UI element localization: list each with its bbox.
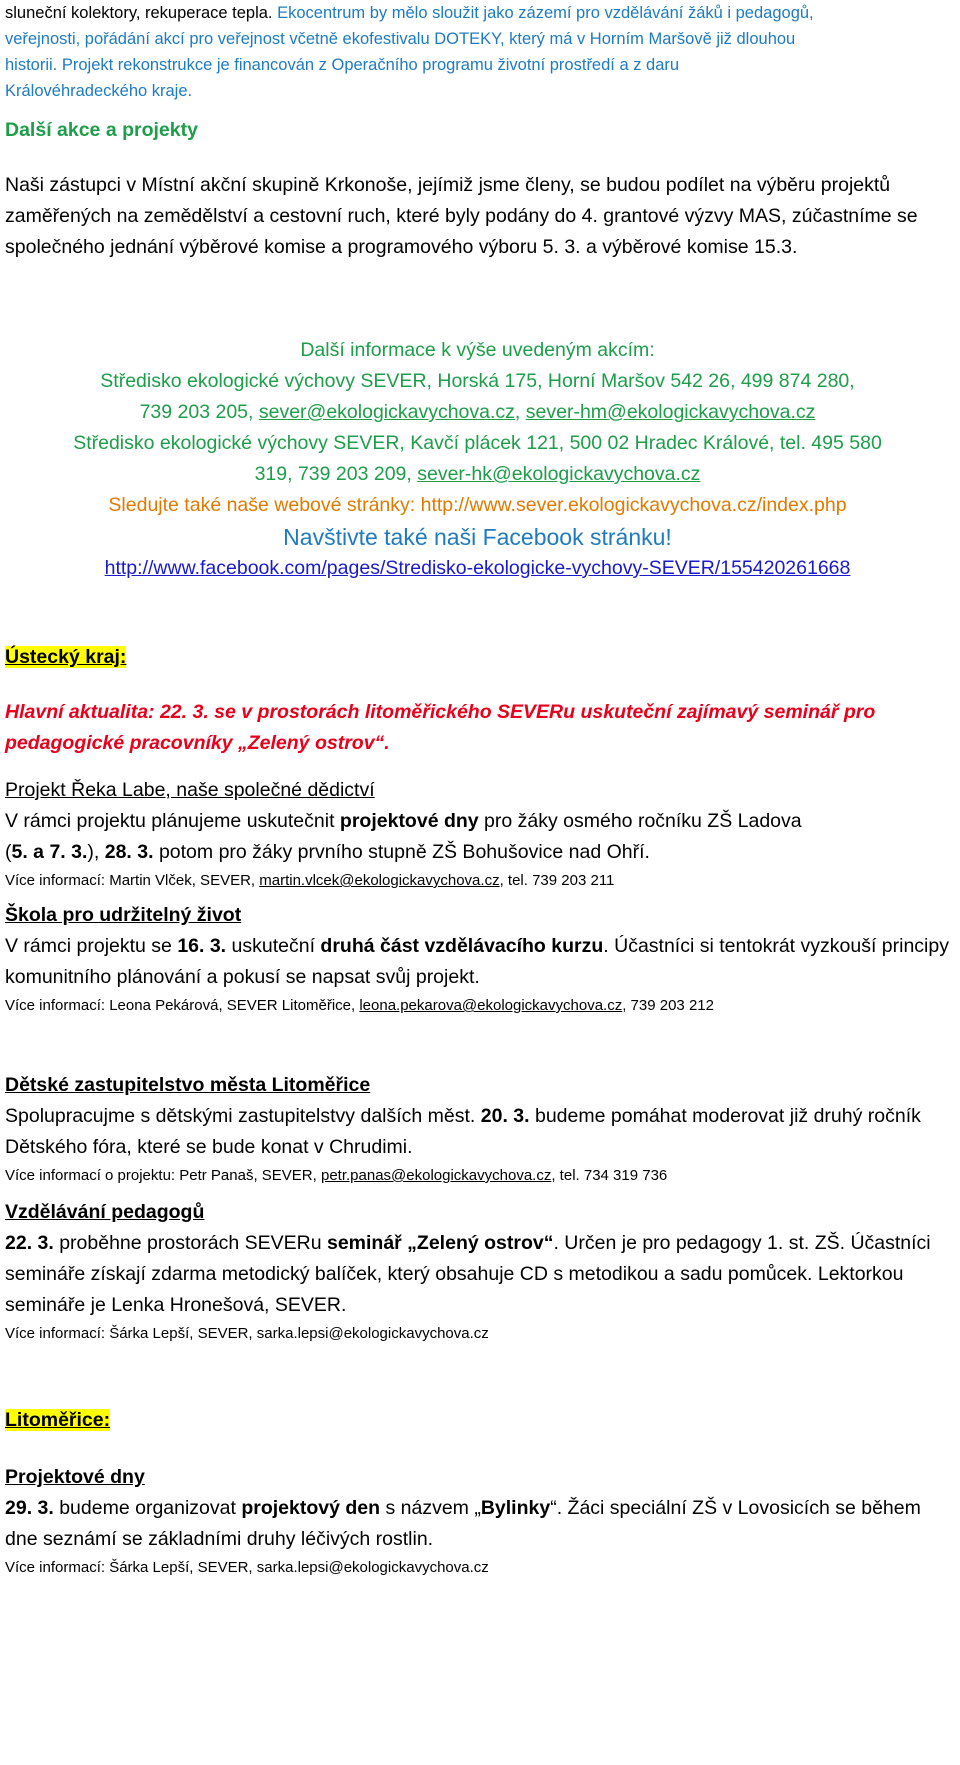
litomerice-heading-row bbox=[5, 1405, 110, 1436]
ustecky-heading-row bbox=[5, 642, 126, 673]
detske-heading: Dětské zastupitelstvo města Litoměřice bbox=[5, 1074, 371, 1096]
skola-contact-email[interactable]: leona.pekarova@ekologickavychova.cz bbox=[359, 997, 623, 1014]
labe-heading: Projekt Řeka Labe, naše společné dědictví bbox=[5, 779, 375, 801]
email-link-sever-hm[interactable]: sever-hm@ekologickavychova.cz bbox=[525, 401, 816, 423]
info-line-3: Středisko ekologické výchovy SEVER, Kavčí plácek 121, 500 02 Hradec Králové, tel. 495 580 bbox=[73, 432, 882, 454]
labe-contact: Více informací: Martin Vlček, SEVER, martin.vlcek@ekologickavychova.cz, tel. 739 203 211 bbox=[5, 872, 615, 889]
intro-line-2: veřejnosti, pořádání akcí pro veřejnost včetně ekofestivalu DOTEKY, který má v Horním Maršově již dlouhou bbox=[5, 30, 796, 48]
info-line-4: 319, 739 203 209, sever-hk@ekologickavychova.cz bbox=[254, 463, 701, 485]
intro-line-3: historii. Projekt rekonstrukce je financován z Operačního programu životní prostředí a z daru bbox=[5, 56, 680, 74]
intro-line-1-blue: Ekocentrum by mělo sloužit jako zázemí pro vzdělávání žáků i pedagogů, bbox=[272, 4, 814, 22]
skola-paragraph: V rámci projektu se 16. 3. uskuteční druhá část vzdělávacího kurzu. Účastníci si tentokrát vyzkouší principy komunitního plánování a pokusí se napsat svůj projekt. bbox=[5, 935, 949, 988]
info-line-2: 739 203 205, sever@ekologickavychova.cz, sever-hm@ekologickavychova.cz bbox=[139, 401, 816, 423]
facebook-invite: Navštivte také naši Facebook stránku! bbox=[283, 524, 672, 550]
section-heading-dalsi: Další akce a projekty bbox=[5, 119, 198, 141]
detske-contact: Více informací o projektu: Petr Panaš, SEVER, petr.panas@ekologickavychova.cz, tel. 734 319 736 bbox=[5, 1167, 668, 1184]
litomerice-paragraph: 29. 3. budeme organizovat projektový den s názvem „Bylinky“. Žáci speciální ZŠ v Lovosicích se během dne seznámí se základními druhy léčivých rostlin. bbox=[5, 1497, 921, 1550]
intro-line-1: sluneční kolektory, rekuperace tepla. Ekocentrum by mělo sloužit jako zázemí pro vzdělávání žáků i pedagogů, bbox=[5, 4, 814, 22]
main-news: Hlavní aktualita: 22. 3. se v prostorách litoměřického SEVERu uskuteční zajímavý seminář pro pedagogické pracovníky „Zelený ostrov“. bbox=[5, 701, 876, 754]
info-title: Další informace k výše uvedeným akcím: bbox=[300, 339, 655, 361]
facebook-url-row bbox=[5, 553, 950, 584]
facebook-url-link[interactable]: http://www.facebook.com/pages/Stredisko-ekologicke-vychovy-SEVER/155420261668 bbox=[104, 557, 851, 579]
vzdelavani-contact: Více informací: Šárka Lepší, SEVER, sarka.lepsi@ekologickavychova.cz bbox=[5, 1325, 489, 1342]
section-vzdelavani bbox=[5, 1197, 950, 1345]
section-detske bbox=[5, 1070, 950, 1187]
labe-paragraph: V rámci projektu plánujeme uskutečnit projektové dny pro žáky osmého ročníku ZŠ Ladova (5. a 7. 3.), 28. 3. potom pro žáky prvního stupně ZŠ Bohušovice nad Ohří. bbox=[5, 810, 802, 863]
skola-heading: Škola pro udržitelný život bbox=[5, 904, 242, 926]
email-link-sever[interactable]: sever@ekologickavychova.cz bbox=[258, 401, 515, 423]
email-link-sever-hk[interactable]: sever-hk@ekologickavychova.cz bbox=[417, 463, 701, 485]
litomerice-contact: Více informací: Šárka Lepší, SEVER, sarka.lepsi@ekologickavychova.cz bbox=[5, 1559, 489, 1576]
intro-paragraph bbox=[5, 0, 950, 104]
dalsi-paragraph: Naši zástupci v Místní akční skupině Krkonoše, jejímiž jsme členy, se budou podílet na výběru projektů zaměřených na zemědělství a cestovní ruch, které byly podány do 4. grantové výzvy MAS, zúčastníme se společného jednání výběrové komise a programového výboru 5. 3. a výběrové komise 15.3. bbox=[5, 174, 918, 258]
ustecky-heading: Ústecký kraj: bbox=[5, 646, 127, 668]
vzdelavani-heading: Vzdělávání pedagogů bbox=[5, 1201, 205, 1223]
web-link-text[interactable]: Sledujte také naše webové stránky: http://www.sever.ekologickavychova.cz/index.php bbox=[108, 494, 847, 516]
detske-paragraph: Spolupracujme s dětskými zastupitelstvy dalších měst. 20. 3. budeme pomáhat moderovat již druhý ročník Dětského fóra, které se bude konat v Chrudimi. bbox=[5, 1105, 921, 1158]
labe-contact-email[interactable]: martin.vlcek@ekologickavychova.cz bbox=[259, 872, 500, 889]
section-litomerice bbox=[5, 1462, 950, 1579]
skola-contact: Více informací: Leona Pekárová, SEVER Litoměřice, leona.pekarova@ekologickavychova.cz, 739 203 212 bbox=[5, 997, 714, 1014]
info-line-1: Středisko ekologické výchovy SEVER, Horská 175, Horní Maršov 542 26, 499 874 280, bbox=[100, 370, 855, 392]
litomerice-heading: Litoměřice: bbox=[5, 1409, 111, 1431]
section-skola bbox=[5, 900, 950, 1017]
detske-contact-email[interactable]: petr.panas@ekologickavychova.cz bbox=[320, 1167, 552, 1184]
vzdelavani-paragraph: 22. 3. proběhne prostorách SEVERu seminář „Zelený ostrov“. Určen je pro pedagogy 1. st. ZŠ. Účastníci semináře získají zdarma metodický balíček, který obsahuje CD s metodikou a sadu pomůcek. Lektorkou semináře je Lenka Hronešová, SEVER. bbox=[5, 1232, 931, 1316]
section-labe bbox=[5, 775, 950, 892]
intro-line-4: Královéhradeckého kraje. bbox=[5, 82, 193, 100]
litomerice-subheading: Projektové dny bbox=[5, 1466, 145, 1488]
info-block bbox=[5, 335, 950, 584]
